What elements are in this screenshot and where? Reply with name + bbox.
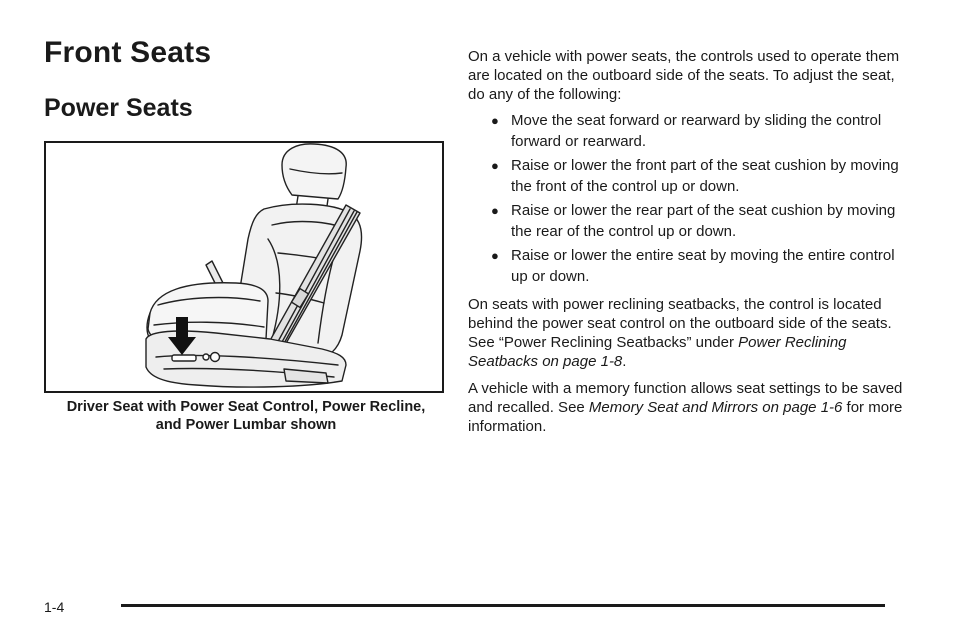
list-item bbox=[468, 200, 914, 242]
caption-line-2: and Power Lumbar shown bbox=[155, 417, 337, 433]
recline-paragraph bbox=[468, 295, 914, 371]
page-title: Front Seats bbox=[44, 36, 212, 69]
list-item bbox=[468, 155, 914, 197]
list-item-text: Raise or lower the entire seat by moving the entire control up or down. bbox=[511, 247, 895, 285]
recline-text: On seats with power reclining seatbacks, the control is located behind the power seat control on the outboard side of the seats. See “Power Reclining Seatbacks” under bbox=[468, 296, 892, 351]
bullet-icon: ● bbox=[491, 203, 499, 218]
footer-divider bbox=[121, 604, 885, 607]
caption-line-1: Driver Seat with Power Seat Control, Power Recline, bbox=[66, 399, 426, 415]
body-column bbox=[468, 47, 914, 436]
page-number: 1-4 bbox=[44, 599, 65, 615]
list-item bbox=[468, 110, 914, 152]
figure-caption bbox=[44, 398, 448, 434]
memory-paragraph bbox=[468, 379, 914, 436]
section-heading: Power Seats bbox=[44, 94, 193, 122]
bullet-icon: ● bbox=[491, 113, 499, 128]
recline-end: . bbox=[622, 353, 627, 370]
list-item-text: Move the seat forward or rearward by sliding the control forward or rearward. bbox=[511, 112, 882, 150]
list-item-text: Raise or lower the rear part of the seat cushion by moving the rear of the control up or down. bbox=[511, 202, 896, 240]
memory-page-reference[interactable]: Memory Seat and Mirrors on page 1-6 bbox=[588, 399, 843, 416]
bullet-icon: ● bbox=[491, 158, 499, 173]
adjustment-list bbox=[468, 110, 914, 287]
list-item-text: Raise or lower the front part of the seat cushion by moving the front of the control up or down. bbox=[511, 157, 899, 195]
seat-drawing bbox=[46, 143, 442, 391]
recline-page-reference[interactable]: Power Reclining Seatbacks on page 1-8 bbox=[468, 334, 847, 370]
memory-text: A vehicle with a memory function allows seat settings to be saved and recalled. See bbox=[468, 380, 903, 416]
seat-illustration bbox=[44, 141, 444, 393]
list-item bbox=[468, 245, 914, 287]
bullet-icon: ● bbox=[491, 248, 499, 263]
memory-end: for more information. bbox=[468, 399, 903, 435]
intro-paragraph: On a vehicle with power seats, the controls used to operate them are located on the outboard side of the seats. To adjust the seat, do any of the following: bbox=[468, 48, 900, 103]
